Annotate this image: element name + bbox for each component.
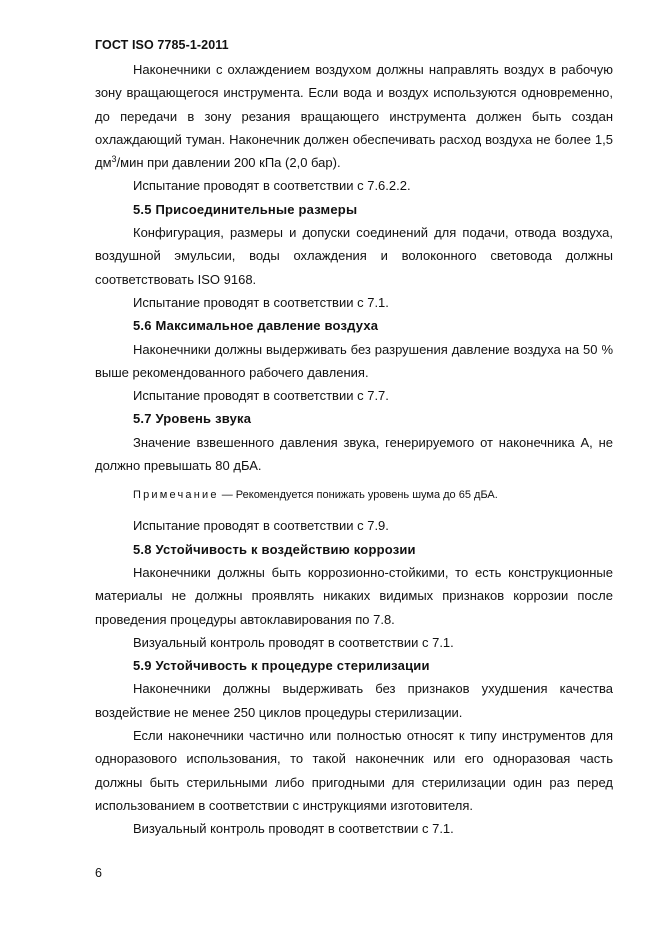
note-label: Примечание [133,489,219,502]
note-text: — Рекомендуется понижать уровень шума до 65 дБА. [218,489,498,502]
paragraph-text: Наконечники с охлаждением воздухом должны направлять воздух в рабочую зону вращающегося инструмента. Если вода и воздух используются одновременно, до передачи в зону резания вращающего инструмента должен быть создан охлаждающий туман. Наконечник должен обеспечивать расход воздуха не более 1,5 дм [95,62,613,171]
page-number: 6 [95,866,102,880]
section-heading-5-9: 5.9 Устойчивость к процедуре стерилизации [133,658,430,674]
paragraph-visual-check: Визуальный контроль проводят в соответствии с 7.1. [133,634,454,650]
section-heading-5-7: 5.7 Уровень звука [133,411,252,427]
section-heading-5-5: 5.5 Присоединительные размеры [133,201,358,217]
note [95,486,613,504]
paragraph-sound-level: Значение взвешенного давления звука, генерируемого от наконечника А, не должно превышать 80 дБА. [95,434,613,474]
paragraph-air-cooling [95,58,613,174]
paragraph-visual-check: Визуальный контроль проводят в соответствии с 7.1. [133,821,454,837]
document-header: ГОСТ ISO 7785-1-2011 [95,38,229,52]
section-heading-5-6: 5.6 Максимальное давление воздуха [133,318,379,334]
paragraph-text-tail: /мин при давлении 200 кПа (2,0 бар). [116,155,341,171]
paragraph-single-use: Если наконечники частично или полностью относят к типу инструментов для одноразового использования, то такой наконечник или его одноразовая часть должны быть стерильными либо пригодными для стерилизации один раз перед использованием в соответствии с инструкциями изготовителя. [95,728,613,813]
paragraph-test-ref: Испытание проводят в соответствии с 7.7. [133,388,389,404]
superscript: 3 [111,154,117,165]
document-body [95,58,613,841]
paragraph-test-ref: Испытание проводят в соответствии с 7.6.2.2. [133,178,411,194]
paragraph-test-ref: Испытание проводят в соответствии с 7.1. [133,294,389,310]
paragraph-sterilization: Наконечники должны выдерживать без признаков ухудшения качества воздействие не менее 250 циклов процедуры стерилизации. [95,681,613,720]
paragraph-connection-dimensions: Конфигурация, размеры и допуски соединений для подачи, отвода воздуха, воздушной эмульсии, воды охлаждения и волоконного световода должны соответствовать ISO 9168. [95,225,613,287]
paragraph-test-ref: Испытание проводят в соответствии с 7.9. [133,518,389,534]
paragraph-max-pressure: Наконечники должны выдерживать без разрушения давление воздуха на 50 % выше рекомендованного рабочего давления. [95,341,613,380]
paragraph-corrosion: Наконечники должны быть коррозионно-стойкими, то есть конструкционные материалы не должны проявлять никаких видимых признаков коррозии после проведения процедуры автоклавирования по 7.8. [95,564,613,627]
section-heading-5-8: 5.8 Устойчивость к воздействию коррозии [133,541,416,557]
